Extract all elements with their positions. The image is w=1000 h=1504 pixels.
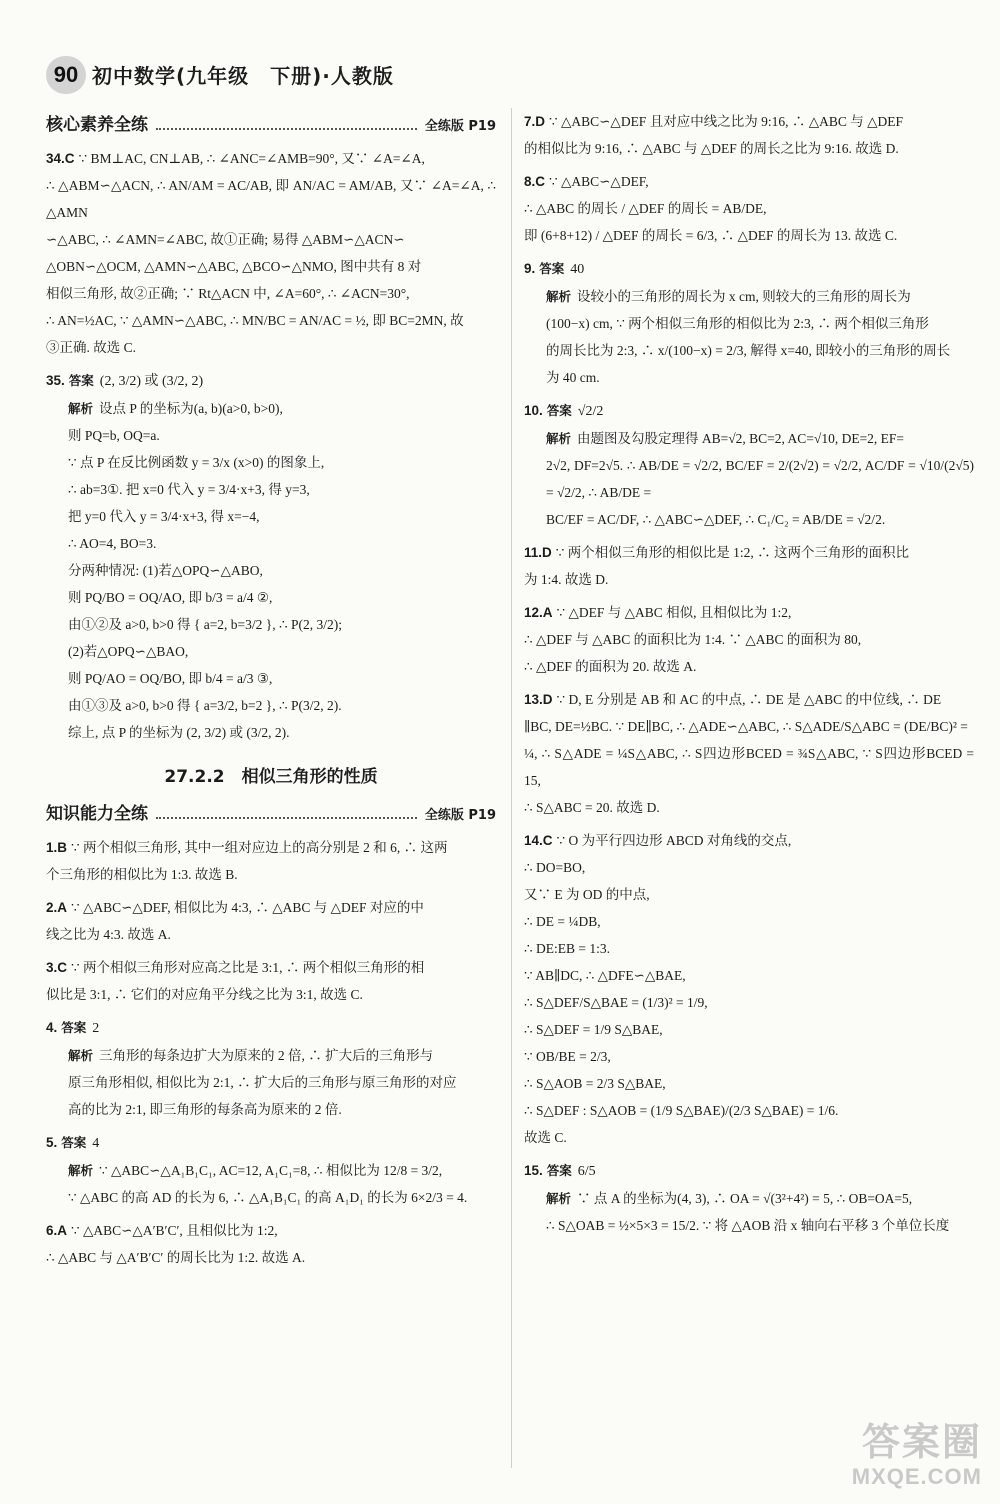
item-line: ∴ △ABC 与 △A′B′C′ 的周长比为 1:2. 故选 A. (46, 1250, 306, 1265)
item-line: ∵ 两个相似三角形对应高之比是 3:1, ∴ 两个相似三角形的相 (71, 960, 425, 975)
answer-value: 40 (570, 262, 585, 277)
item-line: ∴ S△DEF/S△BAE = (1/3)² = 1/9, (524, 995, 708, 1010)
dotted-leader (156, 817, 417, 819)
answer-label: 答案 (546, 403, 572, 418)
answer-label: 答案 (539, 261, 565, 276)
item-number: 15. (524, 1163, 543, 1178)
item-line: ∴ DO=BO, (524, 860, 586, 875)
answer-item-11 (524, 539, 974, 593)
dotted-leader (156, 128, 417, 130)
item-line: 似比是 3:1, ∴ 它们的对应角平分线之比为 3:1, 故选 C. (46, 987, 363, 1002)
answer-label: 答案 (68, 373, 94, 388)
item-number: 8.C (524, 174, 546, 189)
item-line: ∵ △ABC 的高 AD 的长为 6, ∴ △A₁B₁C₁ 的高 A₁D₁ 的长为 6×2/3 = 4. (68, 1190, 468, 1205)
subsection-title: 27.2.2 相似三角形的性质 (164, 767, 378, 787)
item-line: 三角形的每条边扩大为原来的 2 倍, ∴ 扩大后的三角形与 (99, 1048, 434, 1063)
answer-label: 答案 (61, 1135, 87, 1150)
item-line: ∴ △ABC 的周长 / △DEF 的周长 = AB/DE, (524, 201, 767, 216)
section-header-knowledge (46, 799, 496, 824)
item-line: ∵ 点 A 的坐标为(4, 3), ∴ OA = √(3²+4²) = 5, ∴ OB=OA=5, (577, 1191, 913, 1206)
answer-label: 答案 (546, 1163, 572, 1178)
item-number: 9. (524, 261, 536, 276)
item-line: BC/EF = AC/DF, ∴ △ABC∽△DEF, ∴ C₁/C₂ = AB/DE = √2/2. (546, 512, 886, 527)
item-number: 12.A (524, 605, 553, 620)
watermark-url: MXQE.COM (851, 1464, 982, 1489)
item-line: 设较小的三角形的周长为 x cm, 则较大的三角形的周长为 (577, 289, 911, 304)
item-line: 把 y=0 代入 y = 3/4·x+3, 得 x=−4, (68, 509, 260, 524)
item-line: 个三角形的相似比为 1:3. 故选 B. (46, 867, 238, 882)
answer-item-2 (46, 894, 496, 948)
item-line: ∴ S△DEF = 1/9 S△BAE, (524, 1022, 663, 1037)
item-line: ∵ △ABC∽△A₁B₁C₁, AC=12, A₁C₁=8, ∴ 相似比为 12/8 = 3/2, (99, 1163, 443, 1178)
section-title: 核心素养全练 (46, 115, 148, 135)
item-line: 原三角形相似, 相似比为 2:1, ∴ 扩大后的三角形与原三角形的对应 (68, 1075, 457, 1090)
item-line: (100−x) cm, ∵ 两个相似三角形的相似比为 2:3, ∴ 两个相似三角形 (546, 316, 929, 331)
item-line: ∽△ABC, ∴ ∠AMN=∠ABC, 故①正确; 易得 △ABM∽△ACN∽ (46, 232, 405, 247)
answer-item-13 (524, 686, 974, 821)
item-line: ∴ S△OAB = ½×5×3 = 15/2. ∵ 将 △AOB 沿 x 轴向右平移 3 个单位长度 (546, 1218, 950, 1233)
item-line: ∴ DE = ¼DB, (524, 914, 601, 929)
watermark-logo-text: 答案圈 (861, 1420, 982, 1464)
answer-item-12 (524, 599, 974, 680)
item-line: 为 1:4. 故选 D. (524, 572, 609, 587)
item-line: 故选 C. (524, 1130, 567, 1145)
answer-value: 4 (92, 1136, 100, 1151)
answer-item-7 (524, 108, 974, 162)
item-line: ∴ △ABM∽△ACN, ∴ AN/AM = AC/AB, 即 AN/AC = AM/AB, 又∵ ∠A=∠A, ∴ △AMN (46, 178, 496, 220)
answer-item-14 (524, 827, 974, 1151)
page-number: 90 (46, 56, 86, 94)
analysis-label: 解析 (546, 1191, 572, 1206)
item-line: ∵ △ABC∽△DEF 且对应中线之比为 9:16, ∴ △ABC 与 △DEF (549, 114, 903, 129)
item-line: ∵ D, E 分别是 AB 和 AC 的中点, ∴ DE 是 △ABC 的中位线, ∴ DE (556, 692, 942, 707)
item-line: 由题图及勾股定理得 AB=√2, BC=2, AC=√10, DE=2, EF= (577, 431, 905, 446)
item-line: ∴ △DEF 与 △ABC 的面积比为 1:4. ∵ △ABC 的面积为 80, (524, 632, 862, 647)
analysis-label: 解析 (546, 289, 572, 304)
item-line: 为 40 cm. (546, 370, 600, 385)
page-header (0, 0, 1000, 100)
item-number: 35. (46, 373, 65, 388)
item-line: ∴ S△DEF : S△AOB = (1/9 S△BAE)/(2/3 S△BAE) = 1/6. (524, 1103, 839, 1118)
item-line: 分两种情况: (1)若△OPQ∽△ABO, (68, 563, 263, 578)
item-number: 3.C (46, 960, 68, 975)
column-divider (511, 108, 512, 1468)
item-number: 1.B (46, 840, 68, 855)
answer-value: √2/2 (577, 404, 604, 419)
item-number: 11.D (524, 545, 552, 560)
answer-item-6 (46, 1217, 496, 1271)
item-line: 线之比为 4:3. 故选 A. (46, 927, 171, 942)
item-line: 由①②及 a>0, b>0 得 { a=2, b=3/2 }, ∴ P(2, 3/2); (68, 617, 342, 632)
section-ref: 全练版 P19 (424, 808, 496, 823)
book-title: 初中数学(九年级 下册)·人教版 (92, 64, 394, 88)
item-line: ∵ △ABC∽△DEF, 相似比为 4:3, ∴ △ABC 与 △DEF 对应的中 (71, 900, 424, 915)
section-title: 知识能力全练 (46, 804, 148, 824)
item-line: ¼, ∴ S△ADE = ¼S△ABC, ∴ S四边形BCED = ¾S△ABC, ∵ S四边形BCED = 15, (524, 746, 974, 788)
analysis-label: 解析 (546, 431, 572, 446)
answer-item-5 (46, 1129, 496, 1211)
item-line: ∥BC, DE=½BC. ∵ DE∥BC, ∴ △ADE∽△ABC, ∴ S△ADE/S△ABC = (DE/BC)² = (524, 719, 968, 734)
item-line: 即 (6+8+12) / △DEF 的周长 = 6/3, ∴ △DEF 的周长为 13. 故选 C. (524, 228, 898, 243)
answer-value: 6/5 (577, 1164, 596, 1179)
answer-item-8 (524, 168, 974, 249)
item-line: ∴ S△AOB = 2/3 S△BAE, (524, 1076, 666, 1091)
item-line: 设点 P 的坐标为(a, b)(a>0, b>0), (99, 401, 283, 416)
item-number: 5. (46, 1135, 58, 1150)
item-line: ∵ OB/BE = 2/3, (524, 1049, 611, 1064)
item-line: ∵ BM⊥AC, CN⊥AB, ∴ ∠ANC=∠AMB=90°, 又∵ ∠A=∠A, (78, 151, 425, 166)
item-line: 相似三角形, 故②正确; ∵ Rt△ACN 中, ∠A=60°, ∴ ∠ACN=30°, (46, 286, 410, 301)
item-line: △OBN∽△OCM, △AMN∽△ABC, △BCO∽△NMO, 图中共有 8 对 (46, 259, 422, 274)
answer-item-4 (46, 1014, 496, 1123)
item-line: 则 PQ=b, OQ=a. (68, 428, 160, 443)
answer-label: 答案 (61, 1020, 87, 1035)
item-number: 6.A (46, 1223, 68, 1238)
answer-value: (2, 3/2) 或 (3/2, 2) (99, 374, 204, 389)
answer-item-15 (524, 1157, 974, 1239)
answer-item-1 (46, 834, 496, 888)
analysis-label: 解析 (68, 1163, 94, 1178)
item-number: 4. (46, 1020, 58, 1035)
answer-item-34 (46, 145, 496, 361)
right-column (524, 108, 974, 1245)
answer-item-9 (524, 255, 974, 391)
item-line: ∵ AB∥DC, ∴ △DFE∽△BAE, (524, 968, 686, 983)
item-line: 2√2, DF=2√5. ∴ AB/DE = √2/2, BC/EF = 2/(2√2) = √2/2, AC/DF = √10/(2√5) = √2/2, ∴ AB/DE = (546, 458, 974, 500)
item-number: 7.D (524, 114, 546, 129)
item-number: 34.C (46, 151, 75, 166)
site-watermark (782, 1420, 982, 1500)
item-number: 10. (524, 403, 543, 418)
answer-item-35 (46, 367, 496, 746)
item-line: ∵ △ABC∽△DEF, (549, 174, 649, 189)
item-number: 13.D (524, 692, 553, 707)
item-number: 14.C (524, 833, 553, 848)
section-ref: 全练版 P19 (424, 119, 496, 134)
item-line: ∵ O 为平行四边形 ABCD 对角线的交点, (556, 833, 792, 848)
item-line: ∴ △DEF 的面积为 20. 故选 A. (524, 659, 697, 674)
item-line: ∴ DE:EB = 1:3. (524, 941, 610, 956)
answer-item-10 (524, 397, 974, 533)
item-line: (2)若△OPQ∽△BAO, (68, 644, 189, 659)
item-line: ∴ S△ABC = 20. 故选 D. (524, 800, 660, 815)
item-line: 的相似比为 9:16, ∴ △ABC 与 △DEF 的周长之比为 9:16. 故选 D. (524, 141, 899, 156)
item-line: 的周长比为 2:3, ∴ x/(100−x) = 2/3, 解得 x=40, 即较小的三角形的周长 (546, 343, 951, 358)
item-line: 则 PQ/AO = OQ/BO, 即 b/4 = a/3 ③, (68, 671, 273, 686)
item-line: ∴ ab=3①. 把 x=0 代入 y = 3/4·x+3, 得 y=3, (68, 482, 310, 497)
item-line: 则 PQ/BO = OQ/AO, 即 b/3 = a/4 ②, (68, 590, 273, 605)
answer-item-3 (46, 954, 496, 1008)
item-line: ∴ AO=4, BO=3. (68, 536, 157, 551)
analysis-label: 解析 (68, 1048, 94, 1063)
item-line: ∵ △ABC∽△A′B′C′, 且相似比为 1:2, (71, 1223, 278, 1238)
item-line: ∵ △DEF 与 △ABC 相似, 且相似比为 1:2, (556, 605, 792, 620)
answer-value: 2 (92, 1021, 100, 1036)
item-line: ∵ 两个相似三角形的相似比是 1:2, ∴ 这两个三角形的面积比 (555, 545, 909, 560)
analysis-label: 解析 (68, 401, 94, 416)
item-line: 综上, 点 P 的坐标为 (2, 3/2) 或 (3/2, 2). (68, 725, 290, 740)
item-line: ③正确. 故选 C. (46, 340, 137, 355)
section-header-core (46, 110, 496, 135)
item-line: 高的比为 2:1, 即三角形的每条高为原来的 2 倍. (68, 1102, 342, 1117)
left-column (46, 108, 496, 1277)
item-line: ∴ AN=½AC, ∵ △AMN∽△ABC, ∴ MN/BC = AN/AC = ½, 即 BC=2MN, 故 (46, 313, 464, 328)
item-number: 2.A (46, 900, 68, 915)
item-line: ∵ 点 P 在反比例函数 y = 3/x (x>0) 的图象上, (68, 455, 325, 470)
item-line: 由①③及 a>0, b>0 得 { a=3/2, b=2 }, ∴ P(3/2, 2). (68, 698, 342, 713)
item-line: ∵ 两个相似三角形, 其中一组对应边上的高分别是 2 和 6, ∴ 这两 (71, 840, 448, 855)
item-line: 又∵ E 为 OD 的中点, (524, 887, 650, 902)
